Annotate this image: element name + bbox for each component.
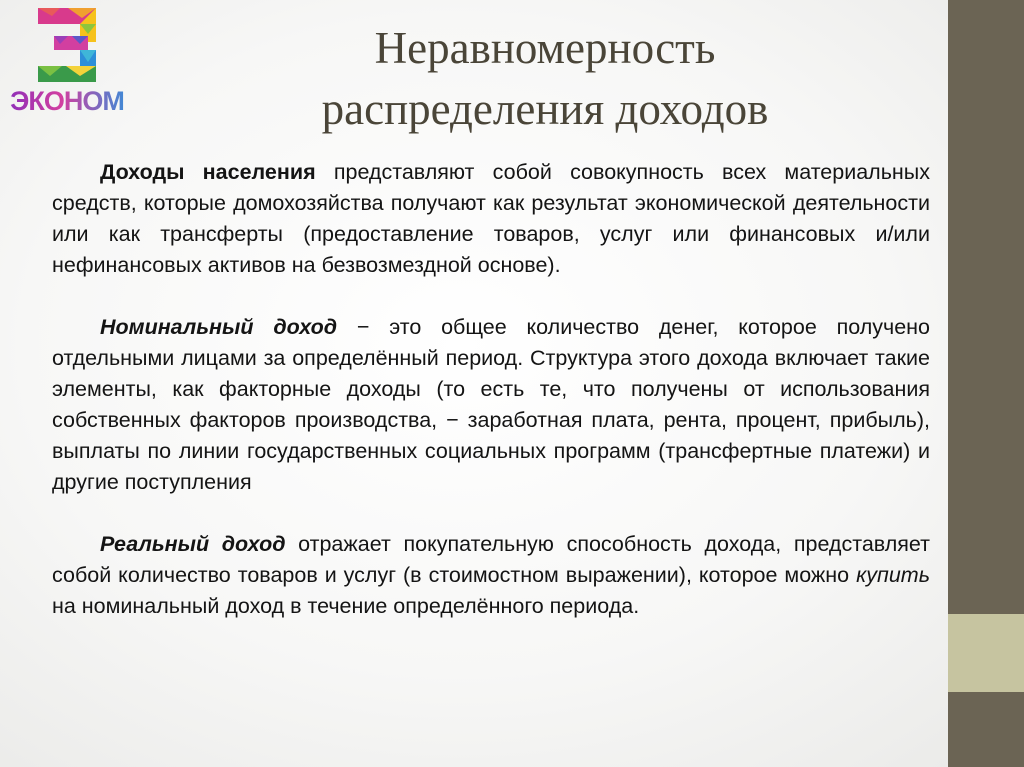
term-real-income: Реальный доход xyxy=(100,532,286,556)
side-decor-accent xyxy=(948,614,1024,692)
logo xyxy=(8,6,126,124)
multicolor-3-logo-icon xyxy=(8,6,126,90)
term-nominal-income: Номинальный доход xyxy=(100,315,338,339)
paragraph-nominal-income xyxy=(52,312,930,498)
slide-title-line-2: распределения доходов xyxy=(321,84,769,134)
paragraph-real-income-text-1: отражает покупательную способность дохода, представляет собой количество товаров и услуг (в стоимостном выражении), которое можно xyxy=(52,532,930,587)
paragraph-real-income-emphasis: купить xyxy=(856,563,930,587)
paragraph-real-income xyxy=(52,529,930,622)
paragraph-real-income-text-2: на номинальный доход в течение определённого периода. xyxy=(52,594,640,618)
slide-body xyxy=(52,157,930,622)
logo-text: ЭКОНОМ xyxy=(8,86,126,117)
slide-title-line-1: Неравномерность xyxy=(374,23,716,73)
term-income: Доходы населения xyxy=(100,160,316,184)
paragraph-nominal-income-text: − это общее количество денег, которое получено отдельными лицами за определённый период. Структура этого дохода включает такие элементы, как факторные доходы (то есть те, что получены от использования собственных факторов производства, − заработная плата, рента, процент, прибыль), выплаты по линии государственных социальных программ (трансфертные платежи) и другие поступления xyxy=(52,315,930,494)
slide-title xyxy=(150,18,940,140)
paragraph-income xyxy=(52,157,930,281)
paragraph-income-text: представляют собой совокупность всех материальных средств, которые домохозяйства получают как результат экономической деятельности или как трансферты (предоставление товаров, услуг или финансовых и/или нефинансовых активов на безвозмездной основе). xyxy=(52,160,931,277)
